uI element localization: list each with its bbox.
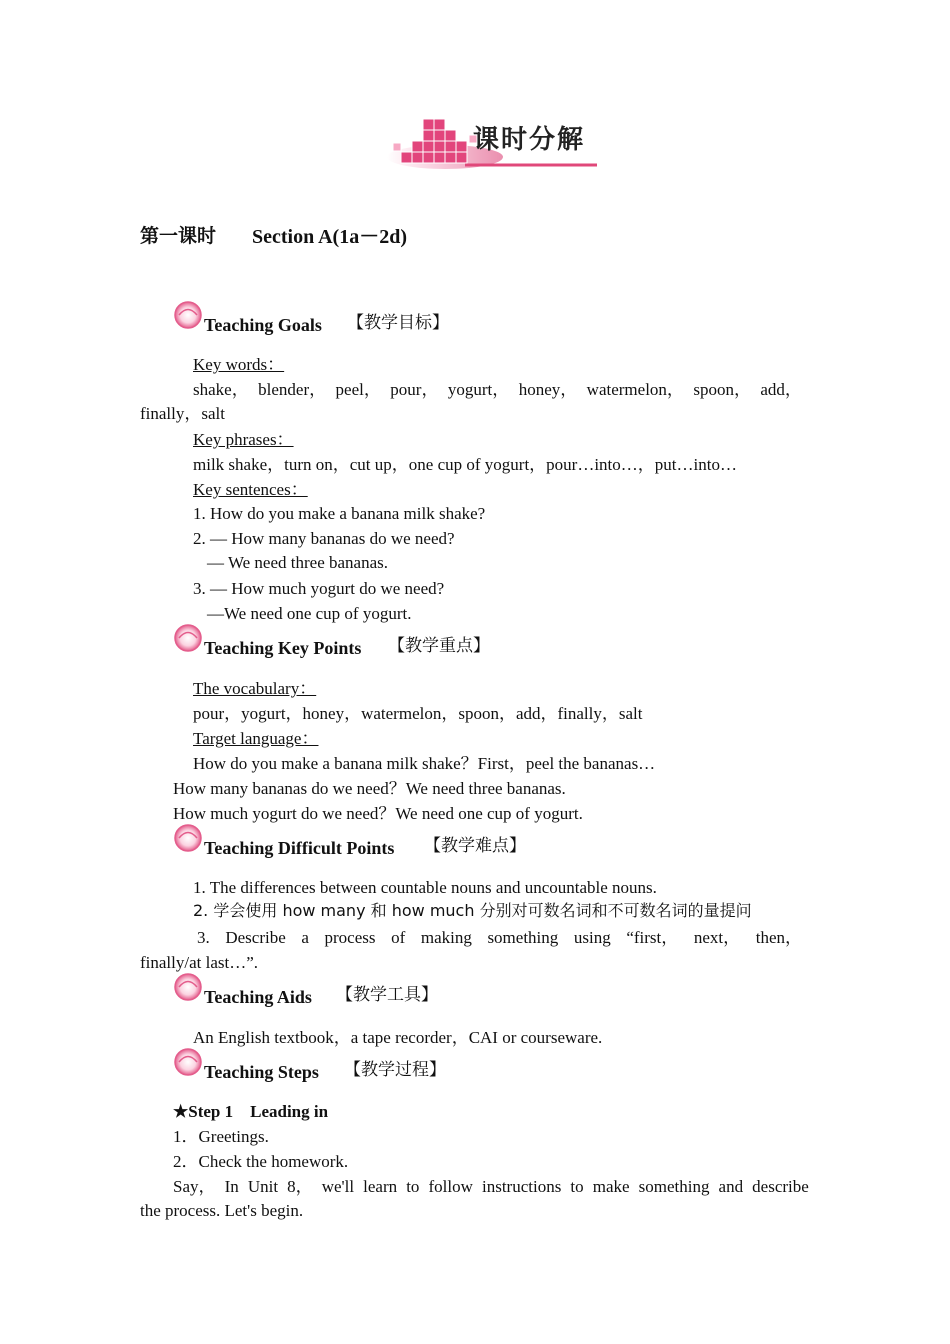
word: making: [420, 928, 472, 947]
key-words-line1: [193, 381, 802, 398]
word: using: [573, 928, 611, 947]
flower-icon: [173, 823, 207, 853]
vocabulary-list: pour，yogurt，honey，watermelon，spoon，add，finally，salt: [193, 704, 643, 723]
key-phrases-label: Key phrases：: [193, 430, 294, 449]
word: to: [570, 1177, 584, 1196]
flower-icon: [173, 972, 207, 1002]
sentence-1: 1. How do you make a banana milk shake?: [193, 504, 486, 523]
key-words-line2: finally，salt: [140, 404, 225, 423]
word: instructions: [481, 1177, 562, 1196]
word: to: [406, 1177, 420, 1196]
word: a: [301, 928, 309, 947]
key-word: honey，: [518, 380, 578, 399]
vocabulary-label: The vocabulary：: [193, 679, 317, 698]
sentence-2q: 2. — How many bananas do we need?: [193, 529, 455, 548]
lesson-title-en: Section A(1a－2d): [252, 226, 407, 248]
step-paragraph: [173, 1178, 809, 1195]
step-paragraph-cont: the process. Let's begin.: [140, 1201, 304, 1220]
word: Describe: [225, 928, 286, 947]
flower-icon: [173, 300, 207, 330]
step-1-heading: ★Step 1 Leading in: [173, 1102, 329, 1121]
word: “first，: [626, 928, 679, 947]
word: and: [718, 1177, 744, 1196]
teaching-aids-text: An English textbook，a tape recorder，CAI or courseware.: [193, 1028, 603, 1047]
step-item-1: 1．Greetings.: [173, 1127, 269, 1146]
key-points-heading-cn: 【教学重点】: [388, 636, 490, 656]
word: describe: [752, 1177, 809, 1196]
flower-icon: [173, 1047, 207, 1077]
teaching-goals-heading-cn: 【教学目标】: [347, 313, 449, 333]
key-word: peel，: [335, 380, 381, 399]
key-word: blender，: [258, 380, 327, 399]
teaching-aids-heading: Teaching Aids: [204, 987, 312, 1007]
word: next，: [693, 928, 741, 947]
word: make: [592, 1177, 630, 1196]
word: learn: [363, 1177, 398, 1196]
sentence-3a: —We need one cup of yogurt.: [207, 604, 412, 623]
sentence-3q: 3. — How much yogurt do we need?: [193, 579, 445, 598]
key-word: shake，: [193, 380, 249, 399]
word: 8，: [287, 1177, 313, 1196]
word: follow: [428, 1177, 473, 1196]
word: something: [487, 928, 559, 947]
key-word: pour，: [390, 380, 439, 399]
difficult-item-3-cont: finally/at last…”.: [140, 953, 259, 972]
target-line-2: How many bananas do we need？We need three bananas.: [173, 779, 566, 798]
word: then，: [755, 928, 802, 947]
key-word: watermelon，: [586, 380, 684, 399]
difficult-points-heading: Teaching Difficult Points: [204, 838, 395, 858]
word: of: [391, 928, 406, 947]
word: we'll: [321, 1177, 355, 1196]
difficult-item-2: 2. 学会使用 how many 和 how much 分别对可数名词和不可数名词的量提问: [193, 901, 752, 920]
target-line-3: How much yogurt do we need？We need one cup of yogurt.: [173, 804, 583, 823]
target-line-1: How do you make a banana milk shake？First，peel the bananas…: [193, 754, 656, 773]
key-word: spoon，: [693, 380, 751, 399]
teaching-steps-heading: Teaching Steps: [204, 1062, 319, 1082]
key-words-label: Key words：: [193, 355, 285, 374]
banner-title: 课时分解: [473, 125, 586, 155]
step-item-2: 2．Check the homework.: [173, 1152, 349, 1171]
teaching-goals-heading: Teaching Goals: [204, 315, 322, 335]
key-points-heading: Teaching Key Points: [204, 638, 362, 658]
sentence-2a: — We need three bananas.: [207, 553, 388, 572]
section-banner: [385, 113, 600, 175]
target-language-label: Target language：: [193, 729, 319, 748]
key-sentences-label: Key sentences：: [193, 480, 308, 499]
word: process: [324, 928, 376, 947]
word: something: [638, 1177, 710, 1196]
word: Unit: [247, 1177, 279, 1196]
key-phrases: milk shake，turn on，cut up，one cup of yogurt，pour…into…，put…into…: [193, 455, 737, 474]
lesson-title-cn: 第一课时: [140, 225, 217, 247]
key-word: add，: [760, 380, 802, 399]
difficult-item-1: 1. The differences between countable nouns and uncountable nouns.: [193, 878, 657, 897]
teaching-aids-heading-cn: 【教学工具】: [336, 985, 438, 1005]
teaching-steps-heading-cn: 【教学过程】: [344, 1060, 446, 1080]
difficult-item-3: [197, 929, 802, 946]
word: 3.: [197, 928, 210, 947]
flower-icon: [173, 623, 207, 653]
difficult-points-heading-cn: 【教学难点】: [424, 836, 526, 856]
word: In: [224, 1177, 239, 1196]
key-word: yogurt，: [447, 380, 510, 399]
word: Say，: [173, 1177, 216, 1196]
